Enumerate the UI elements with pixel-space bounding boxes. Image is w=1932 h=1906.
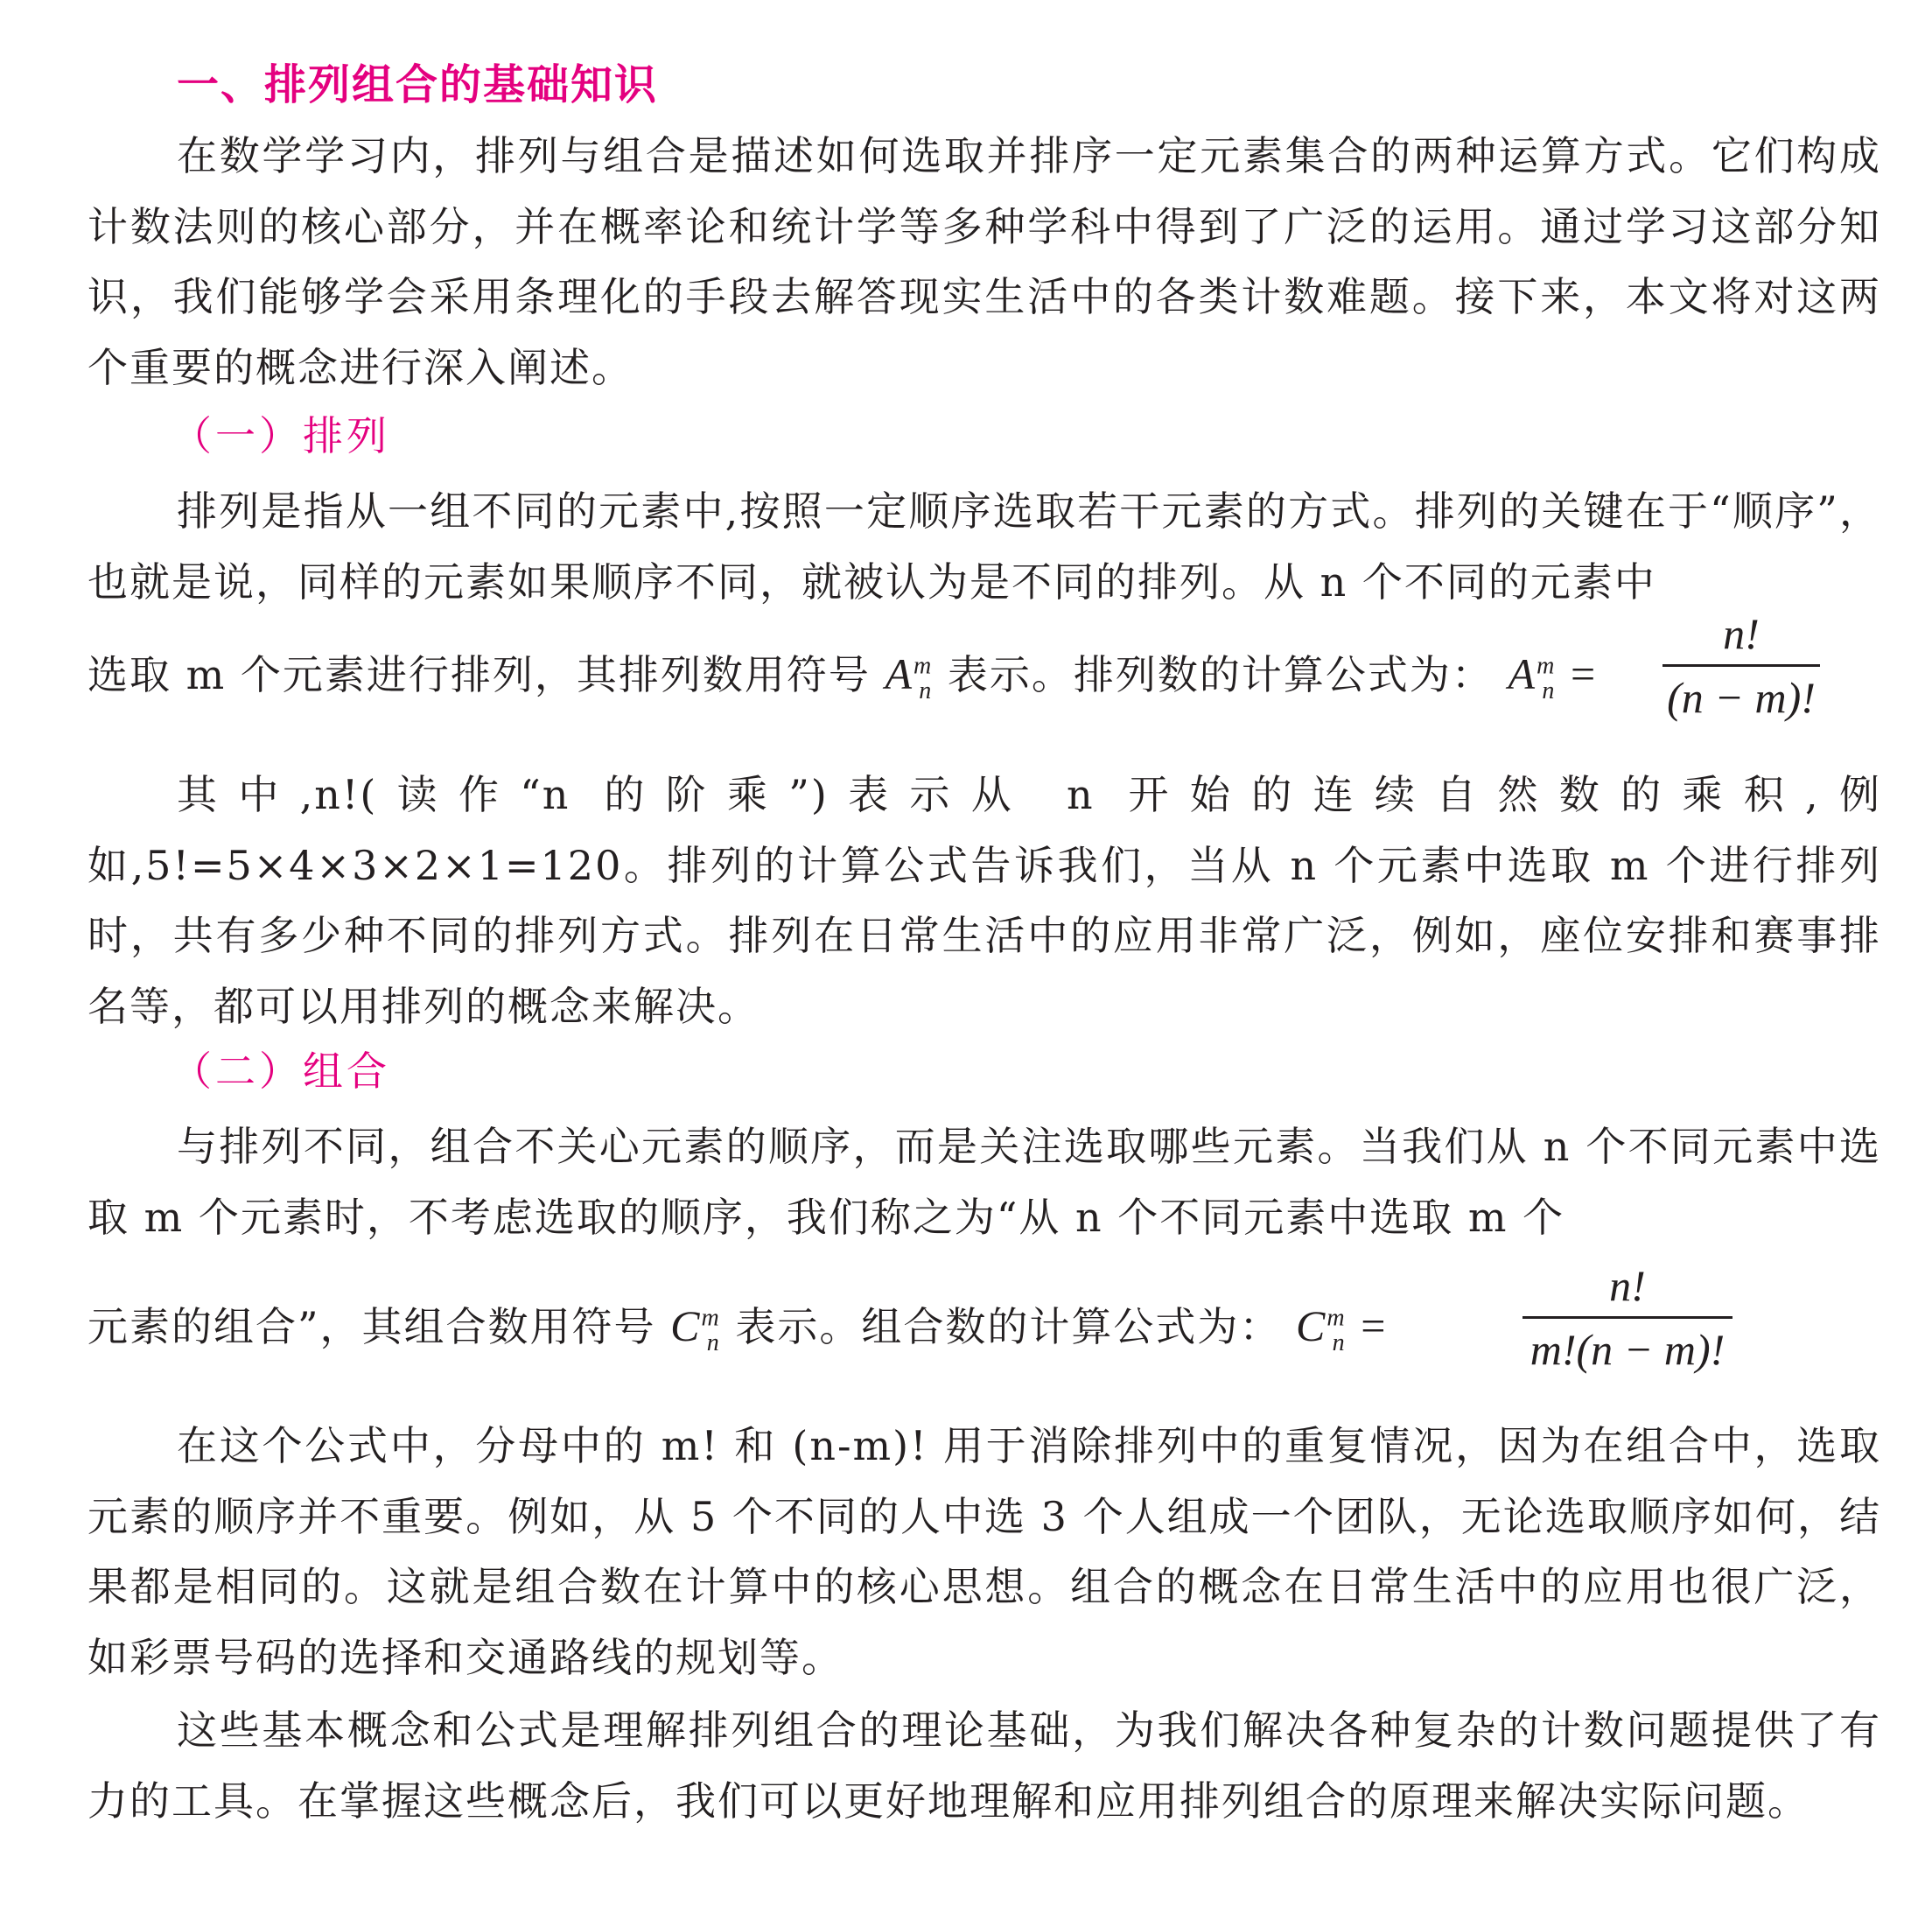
permutation-denominator: (n − m)! [1667, 673, 1816, 722]
permutation-formula-text-2: 表示。排列数的计算公式为： [947, 651, 1494, 698]
permutation-formula-text: 选取 m 个元素进行排列，其排列数用符号 [88, 651, 871, 698]
combination-formula-text-2: 表示。组合数的计算公式为： [735, 1303, 1282, 1350]
permutation-formula-line: 选取 m 个元素进行排列，其排列数用符号 $A^m_n$ 表示。排列数的计算公式为： $A^m_n$ = [88, 649, 1598, 704]
permutation-paragraph-1: 排列是指从一组不同的元素中,按照一定顺序选取若干元素的方式。排列的关键在于“顺序”，也就是说，同样的元素如果顺序不同，就被认为是不同的排列。从 n 个不同的元素中 [88, 487, 1881, 606]
permutation-fraction [1662, 608, 1820, 723]
intro-paragraph: 在数学学习内，排列与组合是描述如何选取并排序一定元素集合的两种运算方式。它们构成计数法则的核心部分，并在概率论和统计学等多种学科中得到了广泛的运用。通过学习这部分知识，我们能够学会采用条理化的手段去解答现实生活中的各类计数难题。接下来，本文将对这两个重要的概念进行深入阐述。 [88, 132, 1881, 391]
combination-paragraph-2: 在这个公式中，分母中的 m! 和 (n-m)! 用于消除排列中的重复情况，因为在组合中，选取元素的顺序并不重要。例如，从 5 个不同的人中选 3 个人组成一个团队，无论选取顺序如何，结果都是相同的。这就是组合数在计算中的核心思想。组合的概念在日常生活中的应用也很广泛，如彩票号码的选择和交通路线的规划等。 [88, 1422, 1881, 1681]
combination-paragraph-1: 与排列不同，组合不关心元素的顺序，而是关注选取哪些元素。当我们从 n 个不同元素中选取 m 个元素时，不考虑选取的顺序，我们称之为“从 n 个不同元素中选取 m 个 [88, 1123, 1881, 1241]
permutation-paragraph-2: 其中,n!(读作“n 的阶乘”)表示从 n 开始的连续自然数的乘积,例如,5!=5×4×3×2×1=120。排列的计算公式告诉我们，当从 n 个元素中选取 m 个进行排列时，共有多少种不同的排列方式。排列在日常生活中的应用非常广泛，例如，座位安排和赛事排名等，都可以用排列的概念来解决。 [88, 771, 1881, 1030]
combination-denominator: m!(n − m)! [1530, 1325, 1726, 1374]
combination-formula-text: 元素的组合”，其组合数用符号 [88, 1303, 656, 1350]
permutation-symbol: $A^m_n$ [885, 649, 934, 704]
combination-symbol-eq: $C^m_n$ [1296, 1301, 1347, 1356]
subsection-heading-permutation: （一）排列 [172, 412, 390, 459]
permutation-numerator: n! [1723, 609, 1760, 658]
subsection-heading-combination: （二）组合 [172, 1048, 390, 1095]
combination-formula-line: 元素的组合”，其组合数用符号 $C^m_n$ 表示。组合数的计算公式为： $C^m_n$ = [88, 1301, 1388, 1356]
conclusion-paragraph: 这些基本概念和公式是理解排列组合的理论基础，为我们解决各种复杂的计数问题提供了有力的工具。在掌握这些概念后，我们可以更好地理解和应用排列组合的原理来解决实际问题。 [88, 1706, 1881, 1825]
section-heading: 一、排列组合的基础知识 [177, 60, 659, 109]
permutation-symbol-eq: $A^m_n$ [1508, 649, 1557, 704]
combination-fraction [1522, 1260, 1732, 1375]
combination-numerator: n! [1609, 1261, 1646, 1310]
combination-symbol: $C^m_n$ [670, 1301, 721, 1356]
